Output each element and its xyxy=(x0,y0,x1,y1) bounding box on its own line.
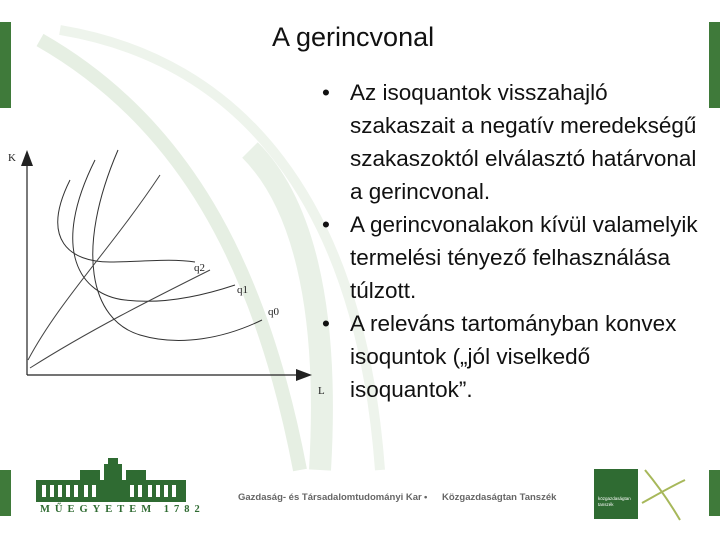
x-axis-arrow xyxy=(296,369,312,381)
bullet-text: A releváns tartományban konvex isoquntok („jól viselkedő isoquantok”. xyxy=(350,311,677,402)
bullet-text: A gerincvonalakon kívül valamelyik termelési tényező felhasználása túlzott. xyxy=(350,212,698,303)
curve-label-q1: q1 xyxy=(237,284,248,296)
curve-label-q2: q2 xyxy=(194,262,205,274)
dept-emblem-curve xyxy=(645,470,680,520)
footer-separator: • xyxy=(424,492,428,503)
bullet-list xyxy=(322,76,707,406)
bullet-marker: • xyxy=(322,311,330,336)
y-axis-label: K xyxy=(8,152,16,164)
bullet-marker: • xyxy=(322,80,330,105)
x-axis-label: L xyxy=(318,385,325,397)
footer-department: Közgazdaságtan Tanszék xyxy=(442,492,557,503)
right-accent-bar xyxy=(709,22,720,108)
isoquant-diagram xyxy=(0,0,330,420)
lower-ridge-line xyxy=(30,270,210,368)
y-axis-arrow xyxy=(21,150,33,166)
isoquant-q0 xyxy=(93,150,262,340)
bullet-text: Az isoquantok visszahajló szakaszait a negatív meredekségű szakaszoktól elválasztó határvonal a gerincvonal. xyxy=(350,80,697,204)
isoquant-q1 xyxy=(73,160,235,301)
dept-emblem-curve xyxy=(642,480,685,503)
university-caption: MŰEGYETEM 1782 xyxy=(40,504,205,515)
bullet-item xyxy=(322,307,707,406)
curve-label-q0: q0 xyxy=(268,306,279,318)
bullet-item xyxy=(322,76,707,208)
upper-ridge-line xyxy=(28,175,160,360)
dept-logo-text: közgazdaságtan tanszék xyxy=(598,496,631,507)
slide-title: A gerincvonal xyxy=(272,22,435,52)
bullet-marker: • xyxy=(322,212,330,237)
dept-logo-box xyxy=(594,469,638,519)
footer-faculty: Gazdaság- és Társadalomtudományi Kar xyxy=(238,492,422,503)
isoquant-q2 xyxy=(58,180,195,262)
bullet-item xyxy=(322,208,707,307)
